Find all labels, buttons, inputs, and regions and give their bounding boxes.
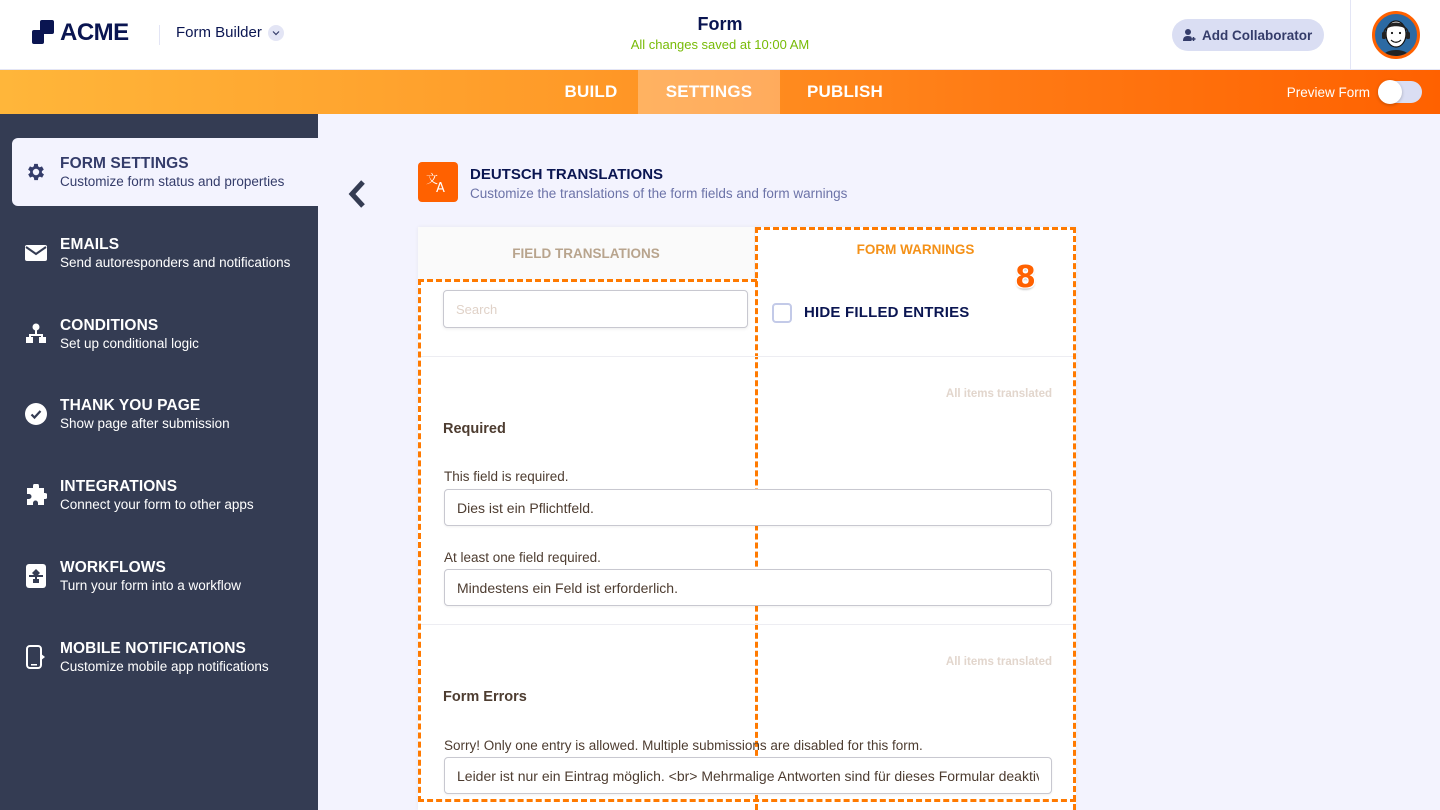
field-source-label: At least one field required. [444, 550, 601, 565]
field-source-label: This field is required. [444, 469, 569, 484]
translation-input-required[interactable] [444, 489, 1052, 526]
chevron-left-icon [347, 179, 367, 209]
sitemap-icon [12, 323, 60, 345]
section-title: DEUTSCH TRANSLATIONS [470, 166, 664, 183]
sidebar-item-title: WORKFLOWS [60, 559, 166, 576]
section-subtitle: Customize the translations of the form fields and form warnings [470, 186, 848, 201]
translation-input-at-least-one[interactable] [444, 569, 1052, 606]
hide-filled-label: HIDE FILLED ENTRIES [804, 304, 970, 321]
sidebar-item-subtitle: Customize mobile app notifications [60, 659, 269, 674]
user-avatar[interactable] [1372, 11, 1420, 59]
preview-form-control [1287, 70, 1422, 114]
sidebar-item-title: EMAILS [60, 236, 120, 253]
tab-form-warnings[interactable]: FORM WARNINGS [755, 227, 1076, 280]
sidebar-item-conditions[interactable] [12, 300, 318, 368]
section-header [418, 162, 847, 202]
app-switcher[interactable] [176, 24, 284, 41]
tab-publish[interactable]: PUBLISH [806, 82, 884, 101]
add-collaborator-button[interactable] [1172, 19, 1324, 51]
acme-logo[interactable] [32, 19, 129, 47]
search-input[interactable] [443, 290, 748, 328]
sidebar-item-emails[interactable] [12, 219, 318, 287]
logo-mark-icon [32, 20, 56, 46]
puzzle-icon [12, 484, 60, 506]
main-nav-bar [0, 70, 1440, 114]
sidebar-item-title: THANK YOU PAGE [60, 397, 201, 414]
sidebar-item-title: INTEGRATIONS [60, 478, 178, 495]
form-title: Form [697, 14, 743, 34]
add-user-icon [1182, 28, 1196, 42]
translation-status: All items translated [945, 388, 1052, 400]
header-divider-right [1350, 0, 1351, 70]
sidebar-item-subtitle: Turn your form into a workflow [60, 578, 242, 593]
group-title-required: Required [443, 421, 506, 437]
preview-form-label: Preview Form [1286, 84, 1370, 100]
sidebar-item-title: CONDITIONS [60, 317, 159, 334]
divider [421, 624, 1073, 625]
preview-form-toggle[interactable] [1378, 81, 1422, 103]
top-header [0, 0, 1440, 70]
translate-icon [418, 162, 458, 202]
divider [421, 356, 1073, 357]
group-title-form-errors: Form Errors [443, 689, 527, 705]
form-title-block [520, 14, 920, 52]
tab-settings[interactable]: SETTINGS [638, 70, 780, 114]
save-status: All changes saved at 10:00 AM [630, 37, 810, 52]
sidebar-item-subtitle: Connect your form to other apps [60, 497, 254, 512]
field-source-label: Sorry! Only one entry is allowed. Multiple submissions are disabled for this form. [444, 738, 923, 753]
back-button[interactable] [342, 177, 372, 211]
gear-icon [12, 161, 60, 183]
envelope-icon [12, 244, 60, 262]
toggle-knob [1378, 80, 1402, 104]
tab-build[interactable]: BUILD [564, 82, 618, 101]
mobile-icon [12, 645, 60, 669]
sidebar-item-subtitle: Customize form status and properties [60, 174, 285, 189]
chevron-down-icon [268, 25, 284, 41]
app-switcher-label: Form Builder [176, 24, 262, 41]
sidebar-item-form-settings[interactable] [12, 138, 318, 206]
sidebar-item-mobile-notifications[interactable] [12, 623, 318, 691]
translation-input-one-entry[interactable] [444, 757, 1052, 794]
annotation-number-badge: 8 [1015, 260, 1036, 295]
svg-text:文: 文 [426, 172, 439, 186]
sidebar-item-thank-you-page[interactable] [12, 380, 318, 448]
sidebar-item-workflows[interactable] [12, 542, 318, 610]
header-divider [159, 25, 160, 45]
sidebar-item-title: FORM SETTINGS [60, 155, 189, 172]
hide-filled-checkbox[interactable] [772, 303, 792, 323]
sidebar-item-subtitle: Send autoresponders and notifications [60, 255, 291, 270]
svg-text:A: A [436, 181, 445, 194]
sidebar-item-subtitle: Set up conditional logic [60, 336, 199, 351]
check-circle-icon [12, 403, 60, 425]
sidebar-item-subtitle: Show page after submission [60, 416, 230, 431]
tab-field-translations[interactable]: FIELD TRANSLATIONS [418, 227, 755, 280]
logo-text: ACME [60, 19, 129, 46]
translation-status: All items translated [945, 656, 1052, 668]
settings-sidebar [0, 114, 318, 810]
workflow-icon [12, 564, 60, 588]
sidebar-item-title: MOBILE NOTIFICATIONS [60, 640, 246, 657]
add-collaborator-label: Add Collaborator [1202, 27, 1313, 43]
sidebar-item-integrations[interactable] [12, 461, 318, 529]
